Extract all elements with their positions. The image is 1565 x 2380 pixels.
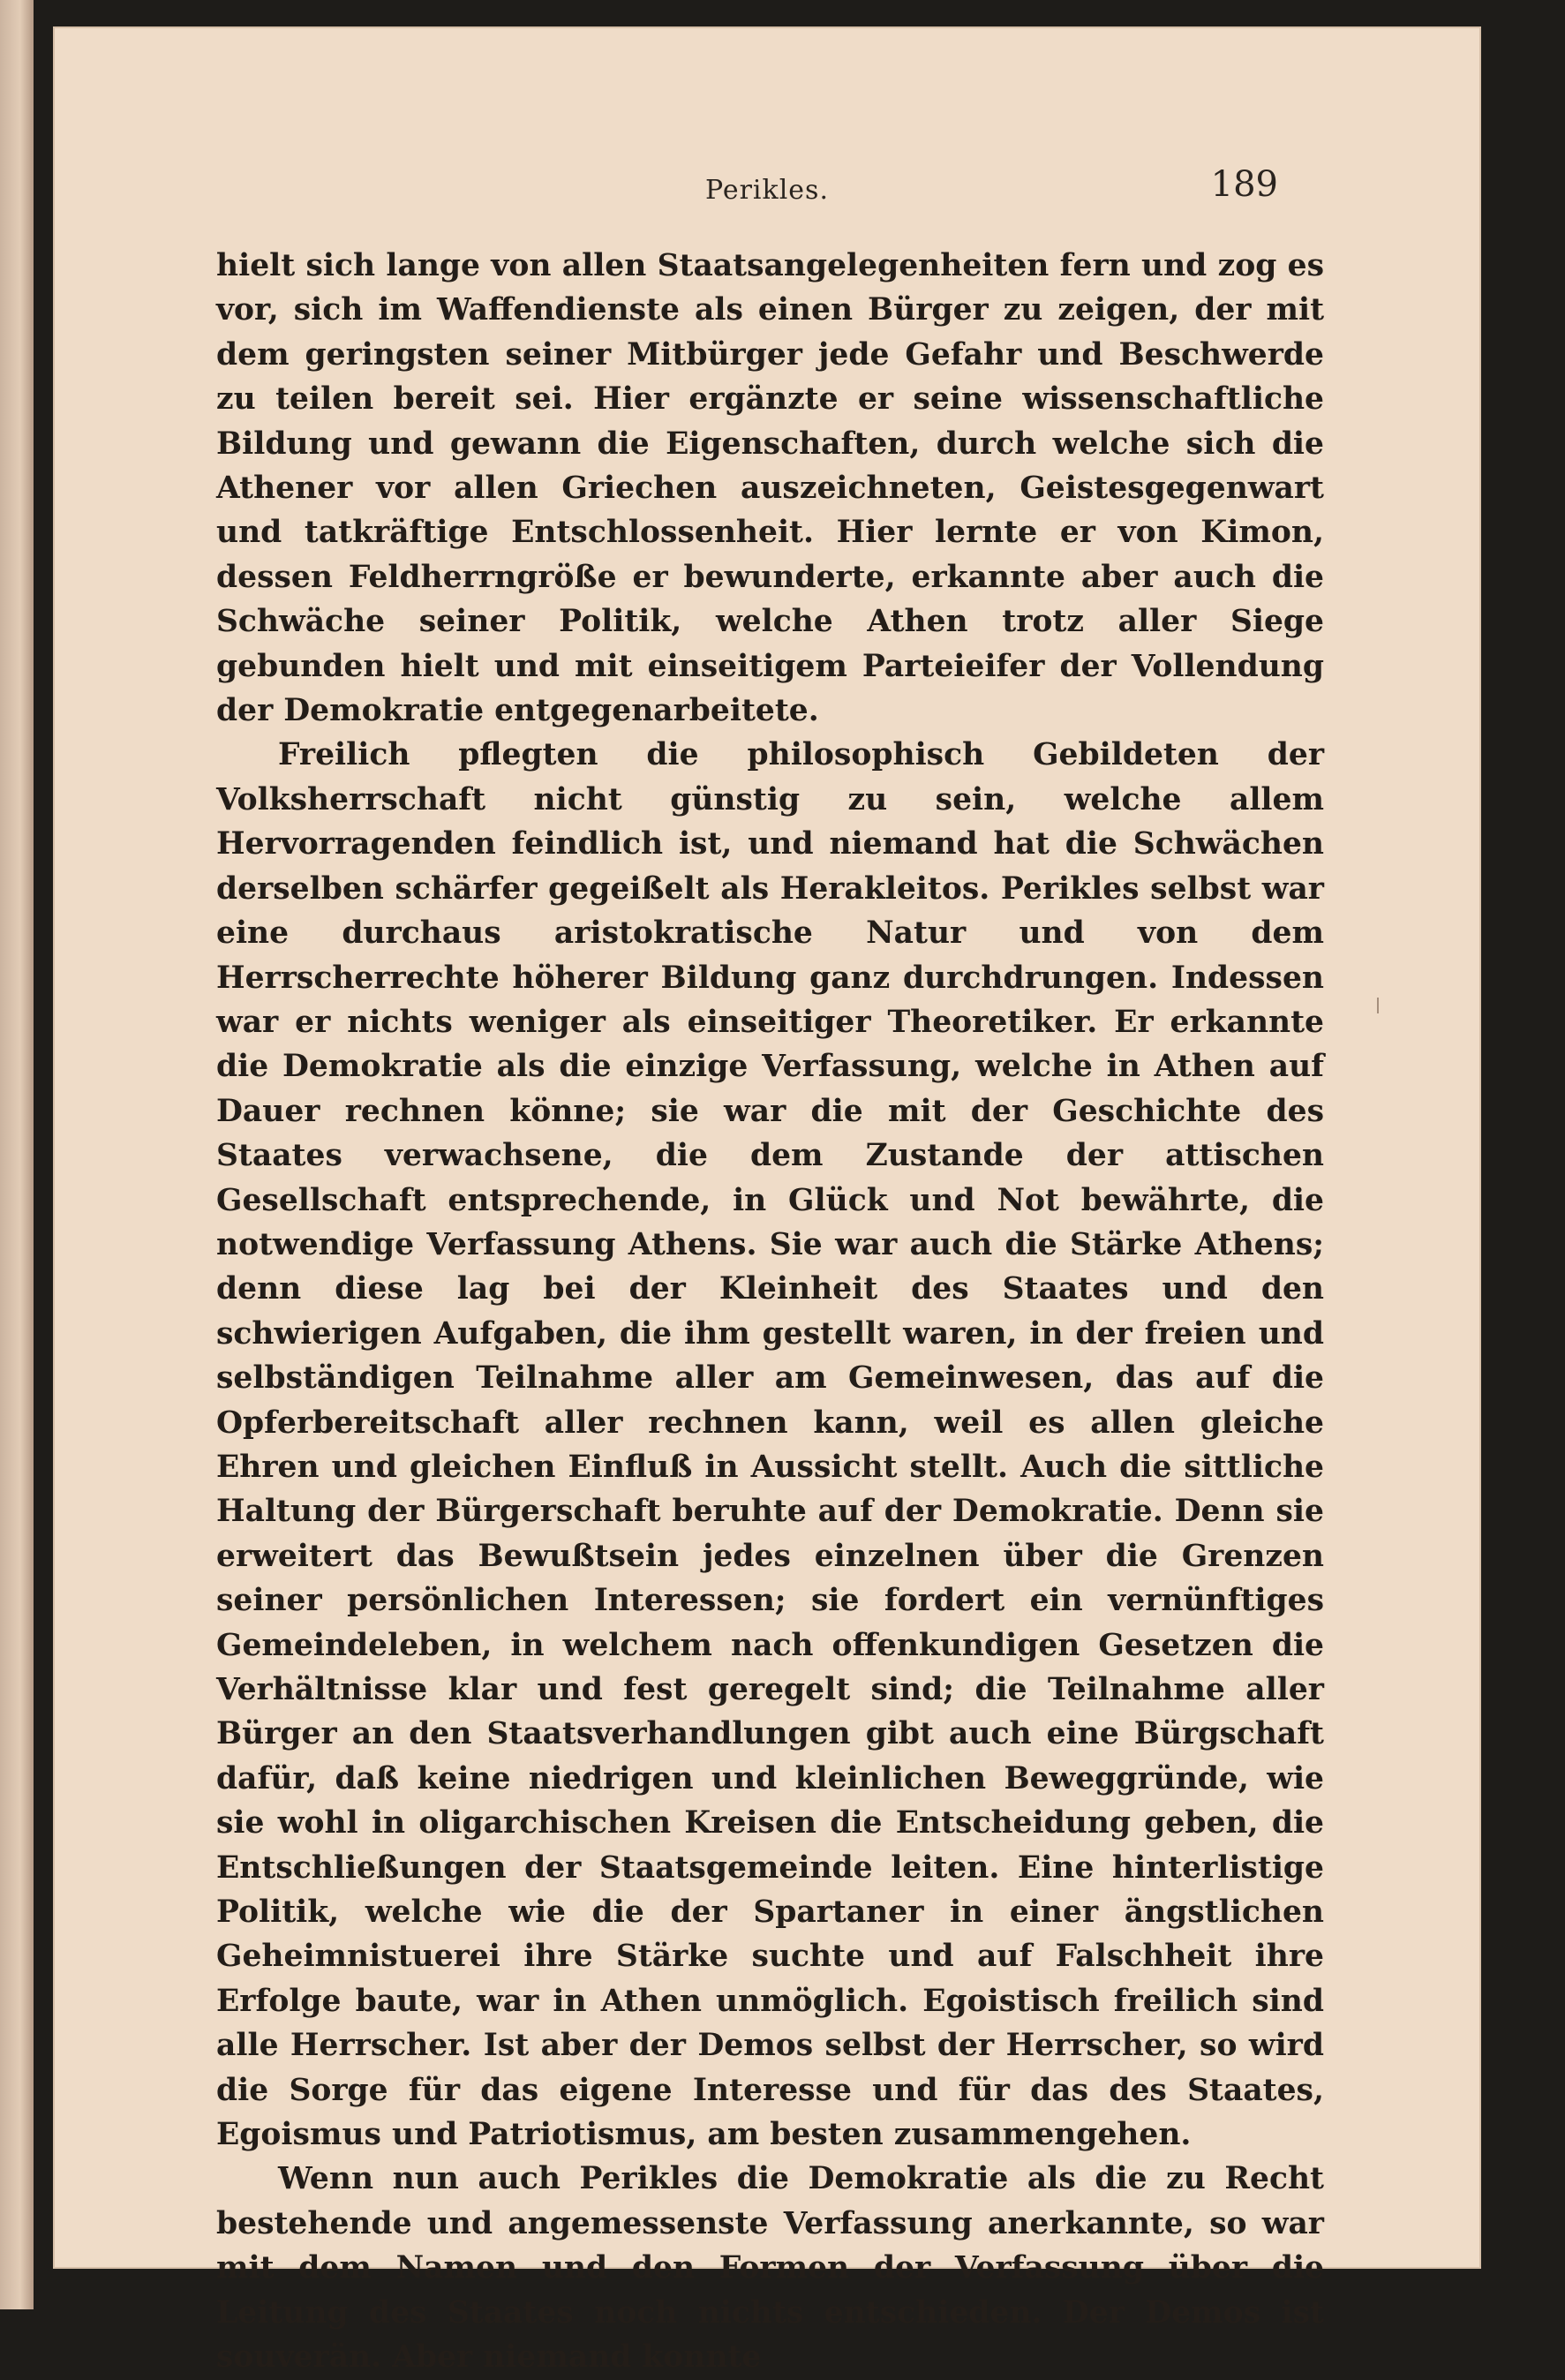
- book-page: [53, 26, 1481, 2376]
- paragraph-3: Wenn nun auch Perikles die Demokratie als die zu Recht bestehende und angemessenste Verfassung anerkannte, so war mit dem Namen und den Formen der Verfassung über die Leitung des Staates noch nichts entschieden. Der Demos ist souverän. Aber niemand konnte: [216, 2161, 1324, 2376]
- page-header: [53, 164, 1481, 219]
- body-text: [216, 244, 1324, 2380]
- paragraph-1: hielt sich lange von allen Staatsangelegenheiten fern und zog es vor, sich im Waffendienste als einen Bürger zu zeigen, der mit dem geringsten seiner Mitbürger jede Gefahr und Beschwerde zu teilen bereit sei. Hier ergänzte er seine wissenschaftliche Bildung und gewann die Eigenschaften, durch welche sich die Athener vor allen Griechen auszeichneten, Geistesgegenwart und tatkräftige Entschlossenheit. Hier lernte er von Kimon, dessen Feldherrngröße er bewunderte, erkannte aber auch die Schwäche seiner Politik, welche Athen trotz aller Siege gebunden hielt und mit einseitigem Parteieifer der Vollendung der Demokratie entgegenarbeitete.: [216, 248, 1324, 729]
- adjacent-page-edge: [0, 0, 34, 2309]
- paragraph-2: Freilich pflegten die philosophisch Gebildeten der Volksherrschaft nicht günstig zu sein, welche allem Hervorragenden feindlich ist, und niemand hat die Schwächen derselben schärfer gegeißelt als Herakleitos. Perikles selbst war eine durchaus aristokratische Natur und von dem Herrscherrechte höherer Bildung ganz durchdrungen. Indessen war er nichts weniger als einseitiger Theoretiker. Er erkannte die Demokratie als die einzige Verfassung, welche in Athen auf Dauer rechnen könne; sie war die mit der Geschichte des Staates verwachsene, die dem Zustande der attischen Gesellschaft entsprechende, in Glück und Not bewährte, die notwendige Verfassung Athens. Sie war auch die Stärke Athens; denn diese lag bei der Kleinheit des Staates und den schwierigen Aufgaben, die ihm gestellt waren, in der freien und selbständigen Teilnahme aller am Gemeinwesen, das auf die Opferbereitschaft aller rechnen kann, weil es allen gleiche Ehren und gleichen Einfluß in Aussicht stellt. Auch die sittliche Haltung der Bürgerschaft beruhte auf der Demokratie. Denn sie erweitert das Bewußtsein jedes einzelnen über die Grenzen seiner persönlichen Interessen; sie fordert ein vernünftiges Gemeindeleben, in welchem nach offenkundigen Gesetzen die Verhältnisse klar und fest geregelt sind; die Teilnahme aller Bürger an den Staatsverhandlungen gibt auch eine Bürgschaft dafür, daß keine niedrigen und kleinlichen Beweggründe, wie sie wohl in oligarchischen Kreisen die Entscheidung geben, die Entschließungen der Staatsgemeinde leiten. Eine hinterlistige Politik, welche wie die der Spartaner in einer ängstlichen Geheimnistuerei ihre Stärke suchte und auf Falschheit ihre Erfolge baute, war in Athen unmöglich. Egoistisch freilich sind alle Herrscher. Ist aber der Demos selbst der Herrscher, so wird die Sorge für das eigene Interesse und für das des Staates, Egoismus und Patriotismus, am besten zusammengehen.: [216, 737, 1324, 2153]
- running-head: Perikles.: [705, 175, 829, 206]
- margin-mark: [1377, 998, 1379, 1013]
- page-number: 189: [1210, 164, 1278, 205]
